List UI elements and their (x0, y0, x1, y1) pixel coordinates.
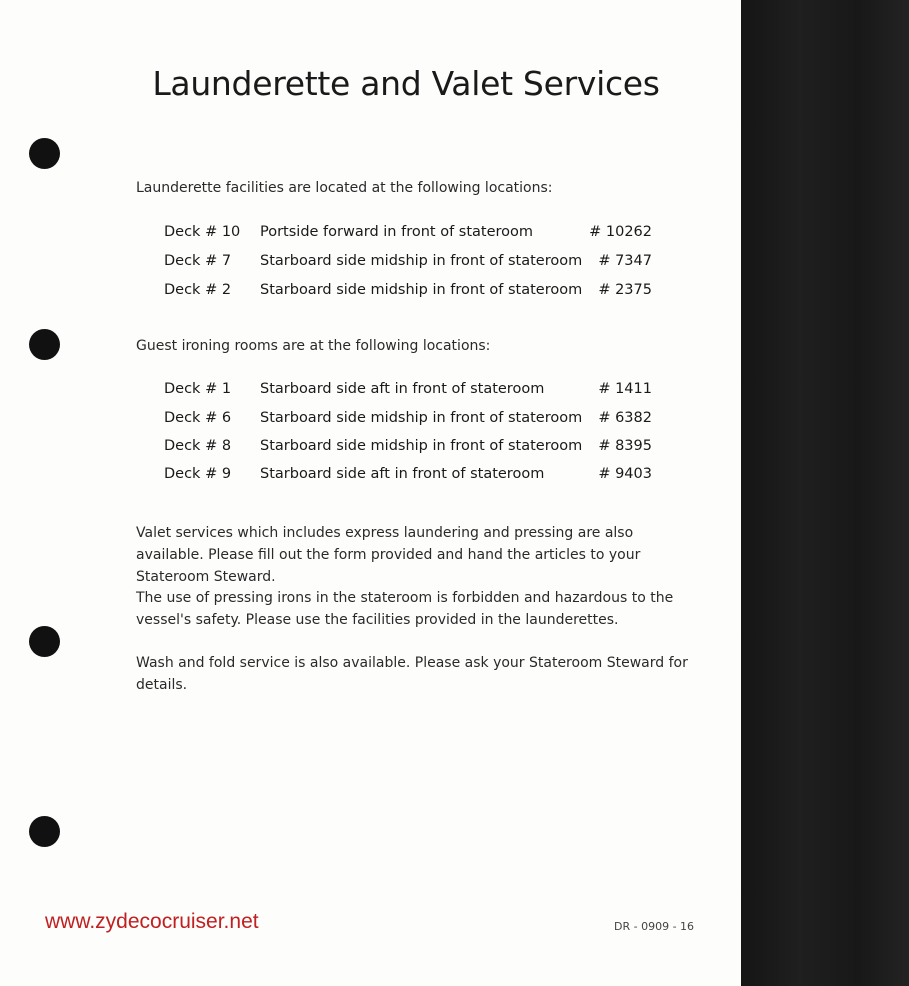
binder-hole (29, 329, 60, 360)
ironing-row (164, 410, 652, 432)
stateroom-number: # 8395 (598, 438, 652, 454)
ironing-row (164, 438, 652, 460)
valet-paragraph: Valet services which includes express laundering and pressing are also available. Please fill out the form provided and hand the articles to your Stateroom Steward. (136, 525, 641, 585)
page-title: Launderette and Valet Services (152, 64, 660, 103)
deck-label: Deck # 9 (164, 466, 232, 482)
binder-edge (741, 0, 909, 986)
ironing-row (164, 381, 652, 403)
ironing-row (164, 466, 652, 488)
stateroom-number: # 9403 (598, 466, 652, 482)
launderette-intro: Launderette facilities are located at the following locations: (136, 180, 553, 196)
ironing-intro: Guest ironing rooms are at the following locations: (136, 338, 491, 354)
stateroom-number: # 6382 (598, 410, 652, 426)
stateroom-number: # 7347 (598, 253, 652, 269)
deck-label: Deck # 1 (164, 381, 232, 397)
deck-label: Deck # 7 (164, 253, 232, 269)
launderette-row (164, 224, 652, 246)
watermark: www.zydecocruiser.net (45, 910, 259, 933)
binder-hole (29, 138, 60, 169)
irons-paragraph: The use of pressing irons in the stateroom is forbidden and hazardous to the vessel's safety. Please use the facilities provided in the launderettes. (136, 590, 674, 628)
deck-label: Deck # 10 (164, 224, 241, 240)
launderette-row (164, 253, 652, 275)
stateroom-number: # 1411 (598, 381, 652, 397)
launderette-row (164, 282, 652, 304)
stateroom-number: # 10262 (589, 224, 652, 240)
location-text: Starboard side midship in front of stateroom (260, 410, 583, 426)
deck-label: Deck # 6 (164, 410, 232, 426)
binder-hole (29, 816, 60, 847)
binder-hole (29, 626, 60, 657)
location-text: Starboard side aft in front of stateroom (260, 466, 545, 482)
stateroom-number: # 2375 (598, 282, 652, 298)
wash-paragraph: Wash and fold service is also available. Please ask your Stateroom Steward for details. (136, 655, 688, 693)
page-reference: DR - 0909 - 16 (614, 920, 695, 933)
location-text: Portside forward in front of stateroom (260, 224, 534, 240)
deck-label: Deck # 8 (164, 438, 232, 454)
location-text: Starboard side midship in front of stateroom (260, 282, 583, 298)
deck-label: Deck # 2 (164, 282, 232, 298)
location-text: Starboard side aft in front of stateroom (260, 381, 545, 397)
location-text: Starboard side midship in front of stateroom (260, 253, 583, 269)
location-text: Starboard side midship in front of stateroom (260, 438, 583, 454)
